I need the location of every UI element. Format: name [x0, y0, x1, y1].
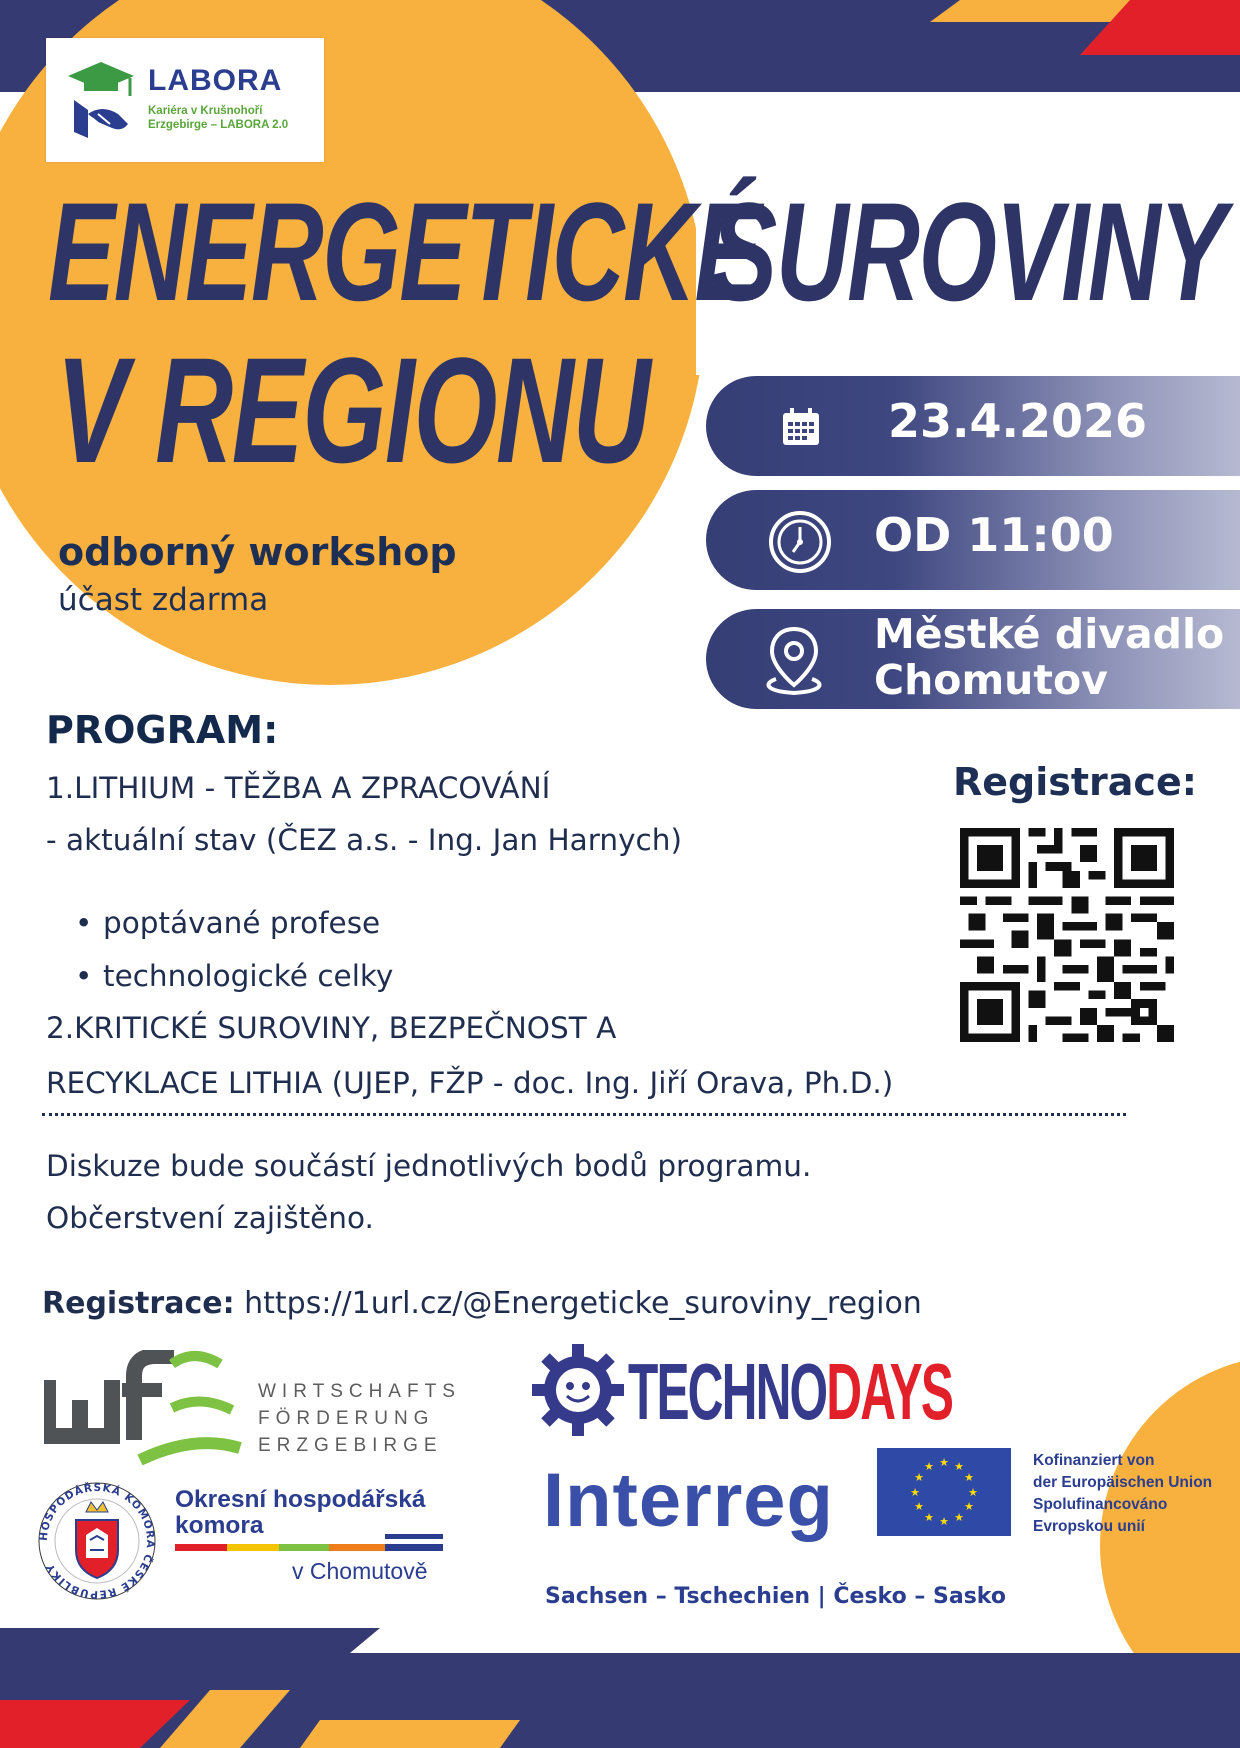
graduation-cap-handshake-icon [68, 62, 134, 138]
dotted-divider [42, 1113, 1126, 1116]
wfe-line1: WIRTSCHAFTS [258, 1381, 461, 1402]
registration-qr-code[interactable] [960, 828, 1174, 1042]
wfe-text [258, 1378, 461, 1459]
ohk-color-stripes [175, 1532, 443, 1556]
chamber-seal-icon [36, 1480, 158, 1602]
svg-text:★: ★ [924, 1460, 934, 1473]
program-item1-detail: - aktuální stav (ČEZ a.s. - Ing. Jan Harnych) [46, 823, 682, 857]
venue-line1: Městké divadlo [874, 610, 1225, 658]
eu-line1: Kofinanziert von [1033, 1452, 1155, 1469]
svg-text:★: ★ [954, 1511, 964, 1524]
labora-sub-line2: Erzgebirge – LABORA 2.0 [148, 119, 289, 131]
svg-text:★: ★ [939, 1456, 949, 1469]
registration-url[interactable]: https://1url.cz/@Energeticke_suroviny_region [244, 1286, 922, 1321]
ohk-line1: Okresní hospodářská [175, 1486, 426, 1513]
program-item2-detail: RECYKLACE LITHIA (UJEP, FŽP - doc. Ing. Jiří Orava, Ph.D.) [46, 1066, 894, 1100]
program-area: Sachsen – Tschechien | Česko – Sasko [545, 1584, 1006, 1609]
interreg-logo: Interreg [543, 1458, 834, 1543]
time-pill [706, 490, 1240, 590]
svg-text:★: ★ [964, 1500, 974, 1513]
eu-line2: der Europäischen Union [1033, 1474, 1213, 1491]
technodays-logo [628, 1347, 953, 1436]
registration-heading: Registrace: [953, 760, 1197, 804]
labora-subtitle [148, 104, 288, 132]
svg-text:★: ★ [964, 1471, 974, 1484]
wfe-logo-icon [44, 1350, 244, 1470]
svg-text:★: ★ [954, 1460, 964, 1473]
ohk-line2: komora [175, 1512, 264, 1539]
seal-text: HOSPODÁŘSKÁ KOMORA ČESKÉ REPUBLIKY [37, 1481, 157, 1601]
venue-line2: Chomutov [874, 656, 1108, 704]
workshop-fee: účast zdarma [58, 582, 269, 618]
title-line2: V REGIONU [56, 326, 650, 494]
eu-line4: Evropskou unií [1033, 1518, 1145, 1535]
venue-pill [706, 609, 1240, 709]
registration-line [42, 1286, 922, 1321]
eu-cofinancing [1033, 1450, 1212, 1538]
eu-line3: Spolufinancováno [1033, 1496, 1168, 1513]
program-item1-title: 1.LITHIUM - TĚŽBA A ZPRACOVÁNÍ [46, 771, 551, 805]
workshop-type: odborný workshop [58, 530, 457, 574]
svg-text:★: ★ [914, 1500, 924, 1513]
title-line1-a: ENERGETICKÉ [48, 173, 761, 330]
labora-sub-line1: Kariéra v Krušnohoří [148, 105, 263, 117]
svg-text:★: ★ [939, 1515, 949, 1528]
svg-text:★: ★ [914, 1471, 924, 1484]
program-bullet-2: • technologické celky [103, 959, 393, 993]
labora-title: LABORA [148, 64, 283, 97]
program-note-1: Diskuze bude součástí jednotlivých bodů programu. [46, 1149, 812, 1183]
date-pill [706, 376, 1240, 476]
svg-text:★: ★ [910, 1486, 920, 1499]
svg-text:★: ★ [924, 1511, 934, 1524]
wfe-line2: FÖRDERUNG [258, 1408, 435, 1429]
program-note-2: Občerstvení zajištěno. [46, 1201, 374, 1235]
event-time: OD 11:00 [874, 508, 1114, 562]
venue [874, 611, 1224, 703]
svg-text:★: ★ [968, 1486, 978, 1499]
location-pin-icon [758, 625, 830, 697]
calendar-icon [782, 408, 820, 446]
eu-flag-icon [877, 1448, 1011, 1536]
ohk-city: v Chomutově [292, 1558, 428, 1584]
registration-label: Registrace: [42, 1286, 235, 1321]
techno-text: TECHNO [628, 1347, 827, 1436]
event-date: 23.4.2026 [888, 394, 1147, 448]
program-heading: PROGRAM: [46, 708, 279, 752]
gear-face-icon [532, 1344, 624, 1436]
wfe-line3: ERZGEBIRGE [258, 1435, 443, 1456]
title-line1-b: SUROVINY [710, 173, 1225, 330]
program-item2-title: 2.KRITICKÉ SUROVINY, BEZPEČNOST A [46, 1011, 617, 1045]
labora-logo [46, 38, 324, 162]
program-bullet-1: • poptávané profese [103, 906, 380, 940]
clock-icon [768, 510, 832, 574]
days-text: DAYS [826, 1347, 953, 1436]
